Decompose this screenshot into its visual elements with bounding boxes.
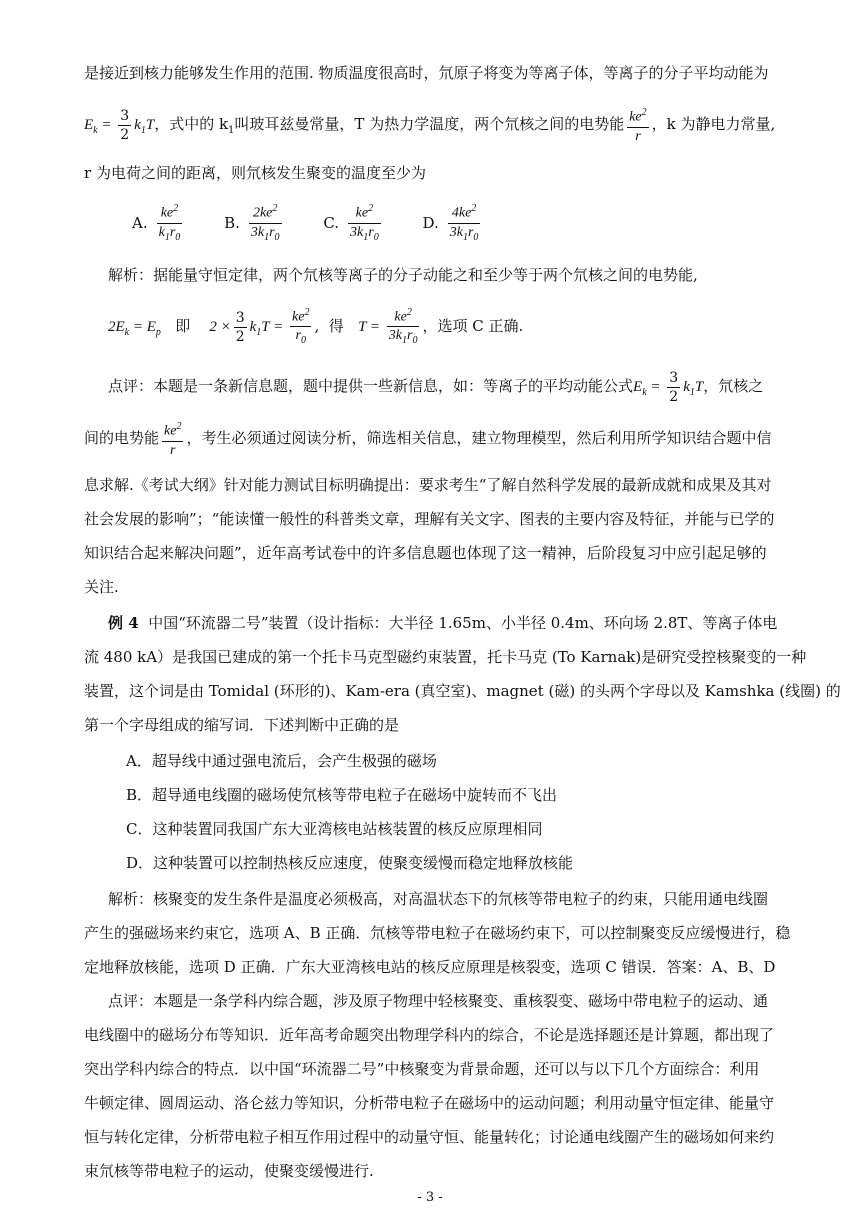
fraction-ke2-r: $\frac{ke^2}{r}$ — [629, 107, 647, 144]
example4-line-3: 装置，这个词是由 Tomidal (环形的)、Kam-era (真空室)、magnet (磁) 的头两个字母以及 Kamshka (线圈) 的 — [84, 682, 841, 700]
analysis3-equation: $2E_k = E_p$ 即 2 × $\frac{3}{2}$ $k_1T$ = $\frac{ke^2}{r_0}$ , 得 T = $\frac{ke^2}{3k_1r_0}$ ，选项 C 正确. — [108, 302, 523, 357]
analysis4-line-1: 解析：核聚变的发生条件是温度必须极高，对高温状态下的氘核等带电粒子的约束，只能用通电线圈 — [108, 890, 769, 908]
comment3-line-6: 关注. — [84, 578, 119, 596]
comment3-line-2: 间的电势能 $\frac{ke^2}{r}$ ，考生必须通过阅读分析，筛选相关信息，建立物理模型，然后利用所学知识结合题中信 — [84, 421, 772, 458]
example4-line-1: 例 4 中国“环流器二号”装置（设计指标：大半径 1.65m、小半径 0.4m、环向场 2.8T、等离子体电 — [108, 614, 778, 632]
example4-option-a: A．超导线中通过强电流后，会产生极强的磁场 — [126, 752, 437, 770]
example4-option-c: C．这种装置同我国广东大亚湾核电站核装置的核反应原理相同 — [126, 820, 543, 838]
comment4-line-3: 突出学科内综合的特点．以中国“环流器二号”中核聚变为背景命题，还可以与以下几个方面综合：利用 — [84, 1060, 760, 1078]
comment3-line-5: 知识结合起来解决问题”，近年高考试卷中的许多信息题也体现了这一精神，后阶段复习中应引起足够的 — [84, 544, 767, 562]
comment3-line-1: 点评：本题是一条新信息题，题中提供一些新信息，如：等离子的平均动能公式$E_k$ = $\frac{3}{2}$ $k_1T$，氘核之 — [108, 369, 764, 405]
page-number: - 3 - — [417, 1190, 443, 1205]
comment4-line-5: 恒与转化定律，分析带电粒子相互作用过程中的动量守恒、能量转化；讨论通电线圈产生的磁场如何来约 — [84, 1128, 775, 1146]
comment3-line-4: 社会发展的影响”；“能读懂一般性的科普类文章，理解有关文字、图表的主要内容及特征，并能与已学的 — [84, 510, 775, 528]
comment4-line-1: 点评：本题是一条学科内综合题，涉及原子物理中轻核聚变、重核裂变、磁场中带电粒子的运动、通 — [108, 992, 769, 1010]
q3-option-b: B. $\frac{2ke^2}{3k_1r_0}$ — [224, 200, 284, 246]
example4-line-4: 第一个字母组成的缩写词．下述判断中正确的是 — [84, 716, 400, 734]
q3-option-c: C. $\frac{ke^2}{3k_1r_0}$ — [323, 200, 383, 246]
comment3-line-3: 息求解.《考试大纲》针对能力测试目标明确提出：要求考生“了解自然科学发展的最新成就和成果及其对 — [84, 476, 772, 494]
example4-option-b: B．超导通电线圈的磁场使氘核等带电粒子在磁场中旋转而不飞出 — [126, 786, 558, 804]
example4-title: 例 4 — [108, 614, 139, 632]
intro-line-2: $E_k$ = $\frac{3}{2}$ $k_1T$，式中的 $k_1$叫玻耳兹曼常量，T 为热力学温度，两个氘核之间的电势能 $\frac{ke^2}{r}$ ，k 为静电力常量, — [84, 104, 775, 151]
intro-line-3: r 为电荷之间的距离，则氘核发生聚变的温度至少为 — [84, 164, 426, 182]
analysis3-line-1: 解析：据能量守恒定律，两个氘核等离子的分子动能之和至少等于两个氘核之间的电势能, — [108, 266, 698, 284]
comment4-line-4: 牛顿定律、圆周运动、洛仑兹力等知识，分析带电粒子在磁场中的运动问题；利用动量守恒定律、能量守 — [84, 1094, 775, 1112]
analysis4-line-2: 产生的强磁场来约束它，选项 A、B 正确．氘核等带电粒子在磁场约束下，可以控制聚变反应缓慢进行，稳 — [84, 924, 791, 942]
q3-options — [132, 200, 517, 246]
formula-ek: $E_k$ = — [84, 117, 116, 136]
intro-line-1: 是接近到核力能够发生作用的范围. 物质温度很高时，氘原子将变为等离子体，等离子的分子平均动能为 — [84, 64, 769, 82]
analysis4-line-3: 定地释放核能，选项 D 正确．广东大亚湾核电站的核反应原理是核裂变，选项 C 错误．答案：A、B、D — [84, 958, 776, 976]
example4-option-d: D．这种装置可以控制热核反应速度，使聚变缓慢而稳定地释放核能 — [126, 854, 574, 872]
fraction-3-2: $\frac{3}{2}$ — [120, 107, 130, 143]
comment4-line-2: 电线圈中的磁场分布等知识．近年高考命题突出物理学科内的综合，不论是选择题还是计算题，都出现了 — [84, 1026, 775, 1044]
q3-option-d: D. $\frac{4ke^2}{3k_1r_0}$ — [422, 200, 483, 246]
comment4-line-6: 束氘核等带电粒子的运动，使聚变缓慢进行. — [84, 1162, 374, 1180]
example4-line-2: 流 480 kA）是我国已建成的第一个托卡马克型磁约束装置，托卡马克 (To Karnak)是研究受控核聚变的一种 — [84, 648, 807, 666]
q3-option-a: A. $\frac{ke^2}{k_1r_0}$ — [132, 200, 185, 246]
